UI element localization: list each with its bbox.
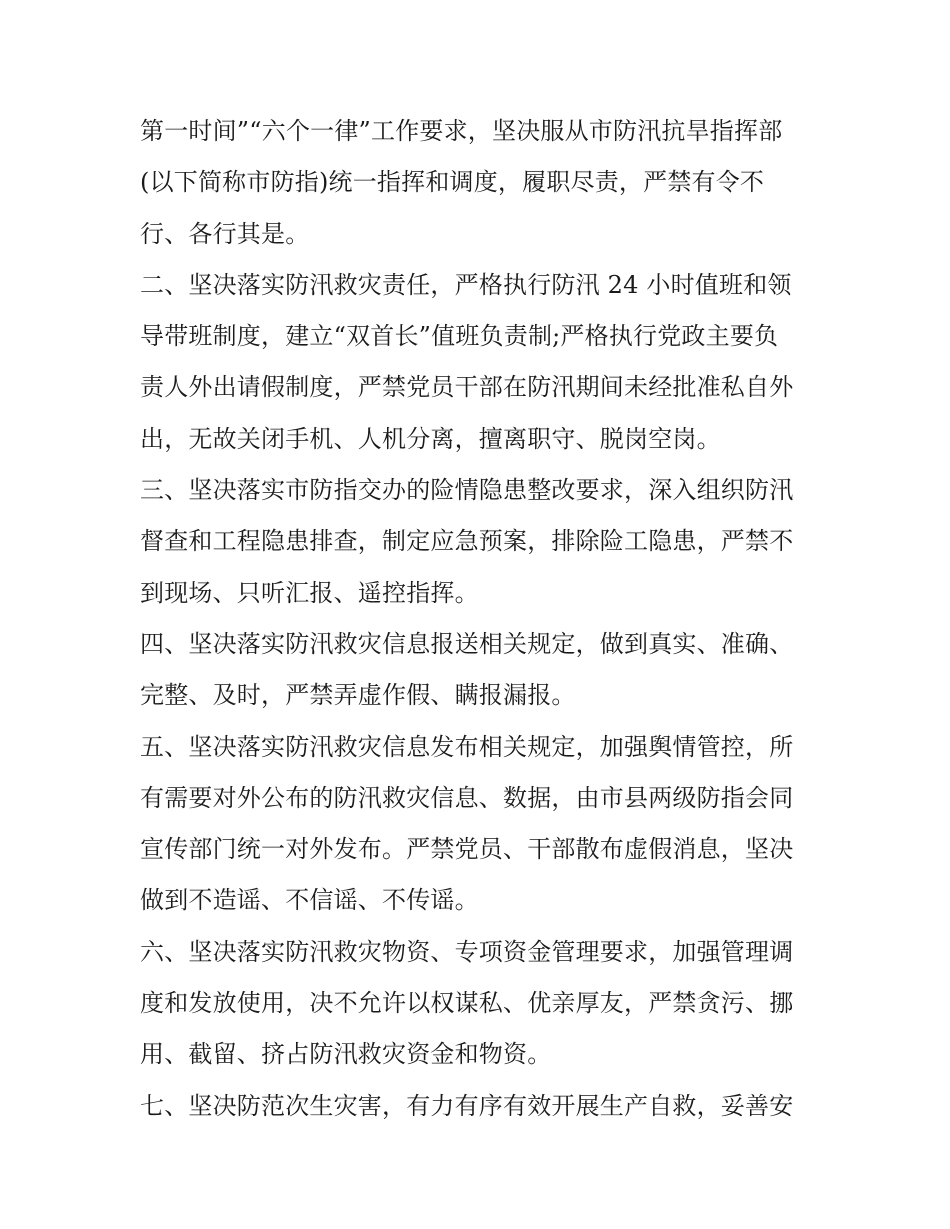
text-line: 三、坚决落实市防指交办的险情隐患整改要求，深入组织防汛 bbox=[140, 476, 794, 505]
text-line: 宣传部门统一对外发布。严禁党员、干部散布虚假消息，坚决 bbox=[140, 835, 794, 864]
text-line: 行、各行其是。 bbox=[140, 219, 310, 248]
text-line: 到现场、只听汇报、遥控指挥。 bbox=[140, 578, 479, 607]
text-line: 二、坚决落实防汛救灾责任，严格执行防汛 24 小时值班和领 bbox=[140, 270, 792, 299]
text-line: 督查和工程隐患排查，制定应急预案，排除险工隐患，严禁不 bbox=[140, 527, 794, 556]
text-line: 责人外出请假制度，严禁党员干部在防汛期间未经批准私自外 bbox=[140, 373, 794, 402]
text-line: (以下简称市防指)统一指挥和调度，履职尽责，严禁有令不 bbox=[140, 168, 765, 197]
text-line: 有需要对外公布的防汛救灾信息、数据，由市县两级防指会同 bbox=[140, 783, 794, 812]
document-body bbox=[140, 106, 812, 1132]
text-line: 六、坚决落实防汛救灾物资、专项资金管理要求，加强管理调 bbox=[140, 937, 794, 966]
text-line: 第一时间”“六个一律”工作要求，坚决服从市防汛抗旱指挥部 bbox=[140, 117, 783, 145]
text-line: 完整、及时，严禁弄虚作假、瞒报漏报。 bbox=[140, 681, 576, 710]
text-line: 出，无故关闭手机、人机分离，擅离职守、脱岗空岗。 bbox=[140, 424, 721, 453]
text-line: 七、坚决防范次生灾害，有力有序有效开展生产自救，妥善安 bbox=[140, 1091, 794, 1120]
text-line: 做到不造谣、不信谣、不传谣。 bbox=[140, 886, 479, 915]
text-line: 用、截留、挤占防汛救灾资金和物资。 bbox=[140, 1040, 552, 1069]
text-line: 导带班制度，建立“双首长”值班负责制;严格执行党政主要负 bbox=[140, 322, 779, 351]
text-line: 五、坚决落实防汛救灾信息发布相关规定，加强舆情管控，所 bbox=[140, 732, 794, 761]
text-line: 四、坚决落实防汛救灾信息报送相关规定，做到真实、准确、 bbox=[140, 629, 794, 658]
text-line: 度和发放使用，决不允许以权谋私、优亲厚友，严禁贪污、挪 bbox=[140, 989, 794, 1018]
